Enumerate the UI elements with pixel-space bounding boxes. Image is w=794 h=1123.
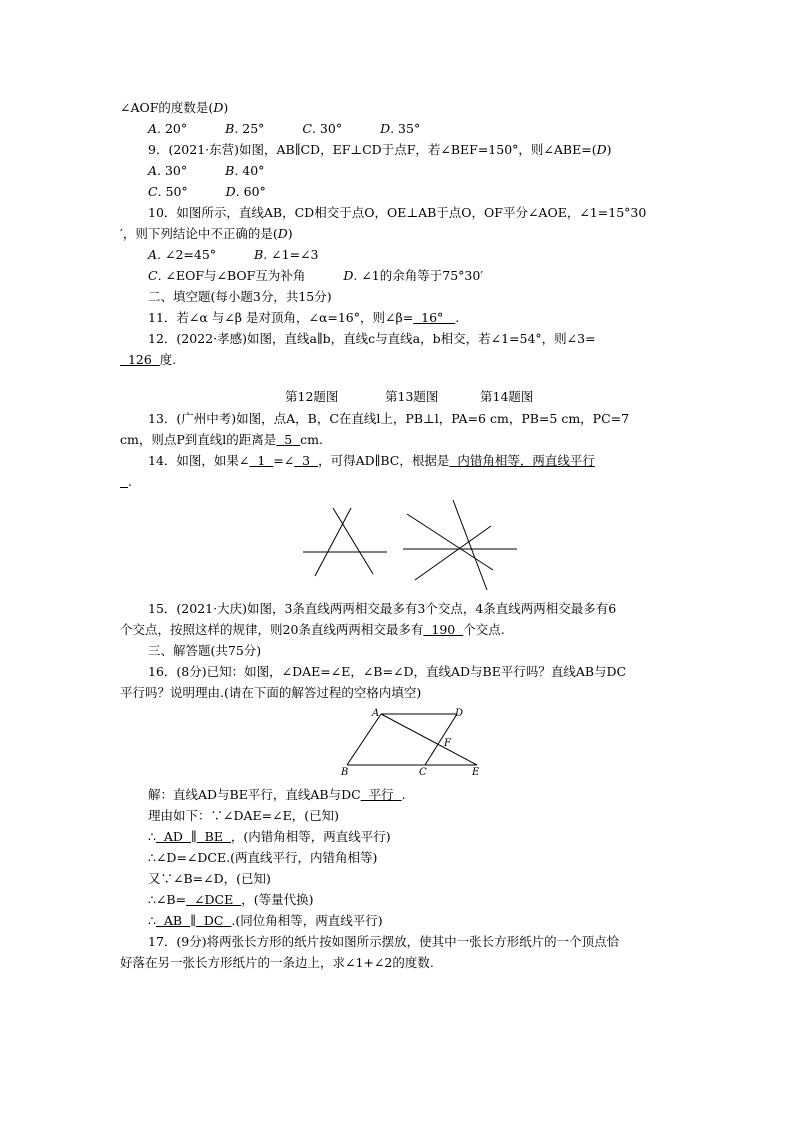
fig16-label-B: B xyxy=(341,767,349,778)
q12-stem: 12．(2022·孝感)如图，直线a∥b，直线c与直线a，b相交，若∠1=54°，则∠3= xyxy=(148,331,596,346)
fig15-right-line-1 xyxy=(407,514,493,570)
figure-16-geometry xyxy=(335,704,495,778)
q15-stem-cont: 个交点，按照这样的规律，则20条直线两两相交最多有 190 个交点. xyxy=(120,622,505,637)
q17-stem: 17．(9分)将两张长方形的纸片按如图所示摆放，使其中一张长方形纸片的一个顶点恰 xyxy=(148,934,620,949)
q15-stem: 15．(2021·大庆)如图，3条直线两两相交最多有3个交点，4条直线两两相交最多有6 xyxy=(148,601,617,616)
q13-stem: 13．(广州中考)如图，点A，B，C在直线l上，PB⊥l，PA=6 cm，PB=5 cm，PC=7 xyxy=(148,411,630,426)
q15-answer: 190 xyxy=(431,622,456,637)
q9-options-2: C. 50° D. 60° xyxy=(148,184,266,199)
q11-answer: 16° xyxy=(421,310,444,325)
q17-stem-cont: 好落在另一张长方形纸片的一条边上，求∠1+∠2的度数. xyxy=(120,955,434,970)
q8-options: A. 20° B. 25° C. 30° D. 35° xyxy=(148,121,421,136)
q16-answer-DCE: ∠DCE xyxy=(194,892,234,907)
q10-options-1: A. ∠2=45° B. ∠1=∠3 xyxy=(148,247,319,262)
q10-stem: 10．如图所示，直线AB，CD相交于点O，OE⊥AB于点O，OF平分∠AOE，∠1=15°30 xyxy=(148,205,647,220)
q16-answer-AD: AD xyxy=(163,829,183,844)
q16-stem-cont: 平行吗？说明理由.(请在下面的解答过程的空格内填空) xyxy=(120,685,422,700)
q16-answer-parallel: 平行 xyxy=(368,787,394,802)
section-solve-heading: 三、解答题(共75分) xyxy=(148,643,262,658)
q16-solution-5: 又∵∠B=∠D，(已知) xyxy=(148,871,271,886)
q14-answer-1: 1 xyxy=(257,453,266,468)
fig15-right-line-3 xyxy=(453,500,487,590)
fig16-label-D: D xyxy=(455,708,464,719)
q14-stem-end: . xyxy=(127,474,132,489)
fig16-label-E: E xyxy=(472,767,480,778)
q16-answer-AB: AB xyxy=(163,913,183,928)
caption-fig12: 第12题图 xyxy=(285,389,339,404)
fig16-segment-AE xyxy=(381,714,477,765)
q13-stem-cont: cm，则点P到直线l的距离是 5 cm. xyxy=(120,432,323,447)
q14-answer-2: 3 xyxy=(302,453,311,468)
q16-solution-6: ∴∠B= ∠DCE ，(等量代换) xyxy=(148,892,314,907)
q11: 11．若∠α 与∠β 是对顶角，∠α=16°，则∠β= 16° . xyxy=(148,310,460,325)
q16-solution-3: ∴ AD ∥ BE ，(内错角相等，两直线平行) xyxy=(148,829,391,844)
q10-answer: D xyxy=(277,226,288,241)
q16-answer-BE: BE xyxy=(204,829,223,844)
q10-stem-cont: ′，则下列结论中不正确的是(D) xyxy=(120,226,293,241)
q12-answer-line: 126 度. xyxy=(120,352,176,368)
q12-answer: 126 xyxy=(127,352,152,367)
q16-solution-4: ∴∠D=∠DCE.(两直线平行，内错角相等) xyxy=(148,850,378,865)
fig15-left-line-2 xyxy=(333,508,373,574)
fig16-segment-AB xyxy=(347,714,381,765)
q10-options-2: C. ∠EOF与∠BOF互为补角 D. ∠1的余角等于75°30′ xyxy=(148,268,484,283)
q9-options-1: A. 30° B. 40° xyxy=(148,163,265,178)
q14-answer-3: 内错角相等，两直线平行 xyxy=(457,453,595,468)
q16-answer-DC: DC xyxy=(203,913,224,928)
q16-solution-2: 理由如下：∵∠DAE=∠E，(已知) xyxy=(148,808,339,823)
q9-stem: 9．(2021·东营)如图，AB∥CD，EF⊥CD于点F，若∠BEF=150°，则∠ABE=(D) xyxy=(148,142,612,157)
figure-15-lines xyxy=(295,500,525,596)
q9-answer: D xyxy=(596,142,607,157)
caption-fig14: 第14题图 xyxy=(480,389,534,404)
q16-stem: 16．(8分)已知：如图，∠DAE=∠E，∠B=∠D，直线AD与BE平行吗？直线AB与DC xyxy=(148,664,627,679)
fig16-label-C: C xyxy=(419,767,427,778)
q16-solution-1: 解：直线AD与BE平行，直线AB与DC 平行 . xyxy=(148,787,406,802)
q8-answer: D xyxy=(213,100,224,115)
fig15-left-line-1 xyxy=(315,508,351,576)
caption-fig13: 第13题图 xyxy=(385,389,439,404)
q14-stem: 14．如图，如果∠ 1 =∠ 3 ，可得AD∥BC，根据是 内错角相等，两直线平行 xyxy=(148,453,595,468)
q13-answer: 5 xyxy=(284,432,293,447)
section-fill-blank-heading: 二、填空题(每小题3分，共15分) xyxy=(148,289,332,304)
q8-tail: ∠AOF的度数是(D) xyxy=(120,100,229,115)
fig16-label-F: F xyxy=(444,738,451,749)
fig16-label-A: A xyxy=(372,708,380,719)
fig15-right-line-2 xyxy=(415,526,491,580)
q16-solution-7: ∴ AB ∥ DC .(同位角相等，两直线平行) xyxy=(148,913,383,928)
